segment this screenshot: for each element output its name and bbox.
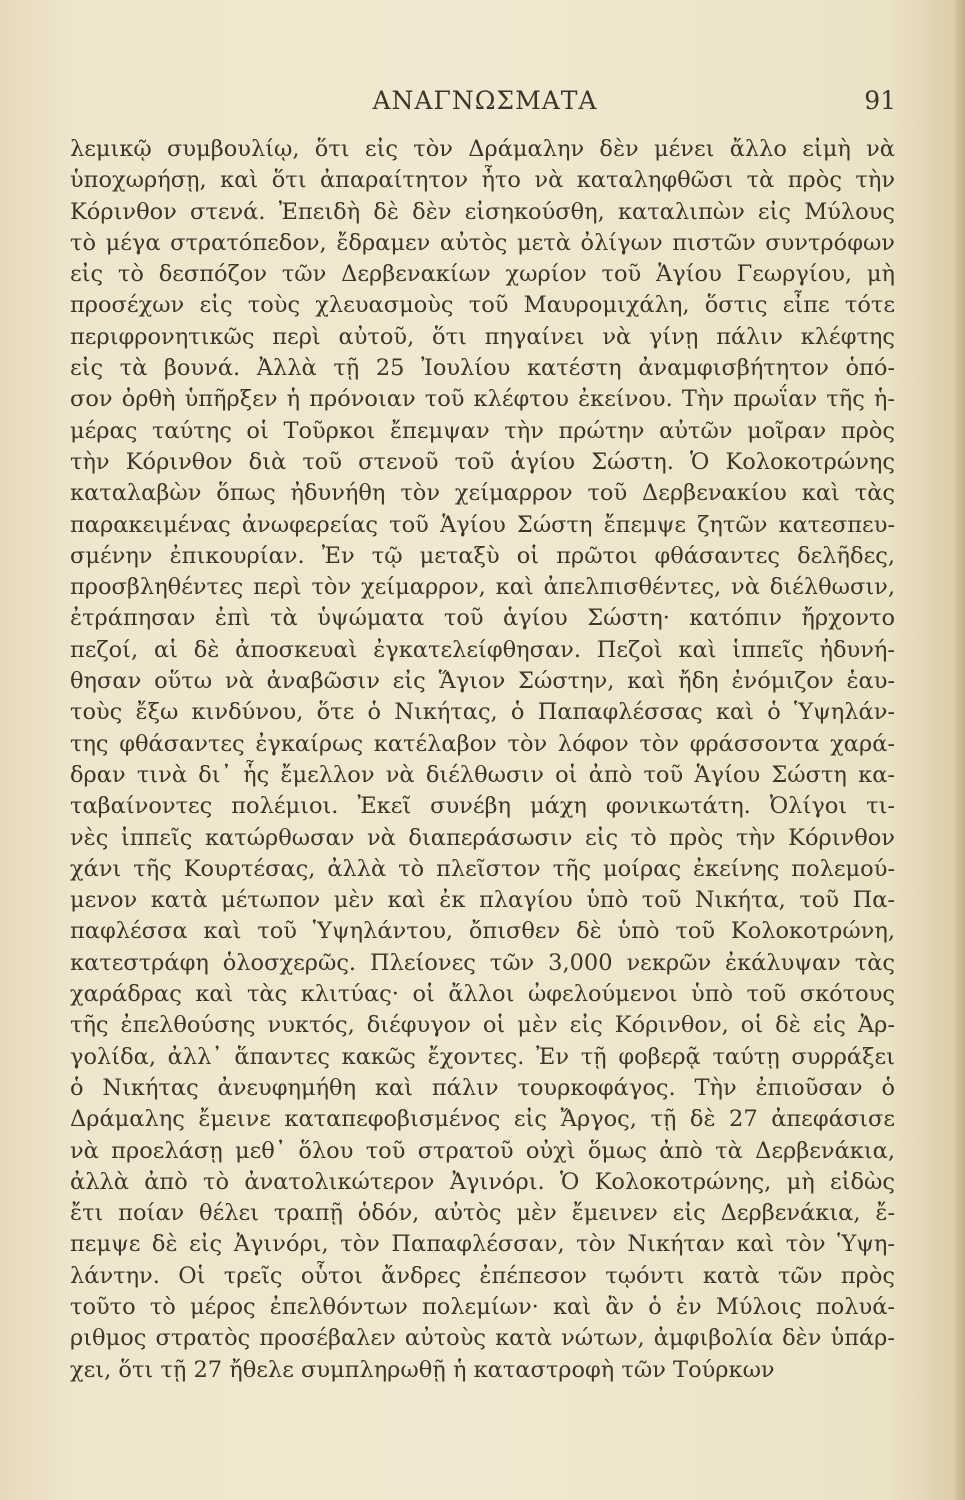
text-line: κατεστράφη ὁλοσχερῶς. Πλείονες τῶν 3,000 νεκρῶν ἐκάλυψαν τὰς	[70, 949, 895, 976]
text-line: ἔτι ποίαν θέλει τραπῇ ὁδόν, αὐτὸς μὲν ἔμεινεν εἰς Δερβενάκια, ἔ-	[70, 1200, 895, 1227]
body-text	[70, 134, 895, 1386]
page-header	[70, 86, 900, 122]
page-number: 91	[864, 86, 896, 115]
text-line: νὲς ἱππεῖς κατώρθωσαν νὰ διαπεράσωσιν εἰς τὸ πρὸς τὴν Κόρινθον	[70, 824, 895, 851]
text-line: πεζοί, αἱ δὲ ἀποσκευαὶ ἐγκατελείφθησαν. Πεζοὶ καὶ ἱππεῖς ἠδυνή-	[70, 636, 895, 663]
text-line: παφλέσσα καὶ τοῦ Ὑψηλάντου, ὄπισθεν δὲ ὑπὸ τοῦ Κολοκοτρώνη,	[70, 918, 895, 945]
text-line: τὸ μέγα στρατόπεδον, ἔδραμεν αὐτὸς μετὰ ὀλίγων πιστῶν συντρόφων	[70, 229, 895, 256]
text-line: καταλαβὼν ὅπως ἠδυνήθη τὸν χείμαρρον τοῦ Δερβενακίου καὶ τὰς	[70, 480, 895, 507]
text-line: χάνι τῆς Κουρτέσας, ἀλλὰ τὸ πλεῖστον τῆς μοίρας ἐκείνης πολεμού-	[70, 855, 895, 882]
running-title: ΑΝΑΓΝΩΣΜΑΤΑ	[372, 86, 598, 115]
text-line: περιφρονητικῶς περὶ αὐτοῦ, ὅτι πηγαίνει νὰ γίνῃ πάλιν κλέφτης	[70, 323, 895, 350]
text-line: ταβαίνοντες πολέμιοι. Ἐκεῖ συνέβη μάχη φονικωτάτη. Ὀλίγοι τι-	[70, 793, 895, 820]
text-line: τὴν Κόρινθον διὰ τοῦ στενοῦ τοῦ ἁγίου Σώστη. Ὁ Κολοκοτρώνης	[70, 448, 895, 475]
text-line: σον ὀρθὴ ὑπῆρξεν ἡ πρόνοιαν τοῦ κλέφτου ἐκείνου. Τὴν πρωΐαν τῆς ἡ-	[70, 386, 895, 413]
text-line: τοὺς ἔξω κινδύνου, ὅτε ὁ Νικήτας, ὁ Παπαφλέσσας καὶ ὁ Ὑψηλάν-	[70, 699, 895, 726]
text-line: νὰ προελάσῃ μεθ᾽ ὅλου τοῦ στρατοῦ οὐχὶ ὅμως ἀπὸ τὰ Δερβενάκια,	[70, 1137, 895, 1164]
text-line: μενον κατὰ μέτωπον μὲν καὶ ἐκ πλαγίου ὑπὸ τοῦ Νικήτα, τοῦ Πα-	[70, 887, 895, 914]
text-line: Κόρινθον στενά. Ἐπειδὴ δὲ δὲν εἰσηκούσθη, καταλιπὼν εἰς Μύλους	[70, 198, 895, 225]
text-line: πεμψε δὲ εἰς Ἀγινόρι, τὸν Παπαφλέσσαν, τὸν Νικήταν καὶ τὸν Ὑψη-	[70, 1231, 895, 1258]
text-line: ριθμος στρατὸς προσέβαλεν αὐτοὺς κατὰ νώτων, ἀμφιβολία δὲν ὑπάρ-	[70, 1325, 895, 1352]
text-line: παρακειμένας ἀνωφερείας τοῦ Ἁγίου Σώστη ἔπεμψε ζητῶν κατεσπευ-	[70, 511, 895, 538]
text-line: προσβληθέντες περὶ τὸν χείμαρρον, καὶ ἀπελπισθέντες, νὰ διέλθωσιν,	[70, 574, 895, 601]
text-line: μέρας ταύτης οἱ Τοῦρκοι ἔπεμψαν τὴν πρώτην αὐτῶν μοῖραν πρὸς	[70, 417, 895, 444]
text-line: ὑποχωρήσῃ, καὶ ὅτι ἀπαραίτητον ἦτο νὰ καταληφθῶσι τὰ πρὸς τὴν	[70, 167, 895, 194]
text-line: γολίδα, ἀλλ᾽ ἅπαντες κακῶς ἔχοντες. Ἐν τῇ φοβερᾷ ταύτῃ συρράξει	[70, 1043, 895, 1070]
text-line: ἐτράπησαν ἐπὶ τὰ ὑψώματα τοῦ ἁγίου Σώστη· κατόπιν ἤρχοντο	[70, 605, 895, 632]
text-line: χαράδρας καὶ τὰς κλιτύας· οἱ ἄλλοι ὠφελούμενοι ὑπὸ τοῦ σκότους	[70, 981, 895, 1008]
text-line: λεμικῷ συμβουλίῳ, ὅτι εἰς τὸν Δράμαλην δὲν μένει ἄλλο εἰμὴ νὰ	[70, 136, 895, 162]
page-edge	[955, 0, 965, 1500]
text-line: της φθάσαντες ἐγκαίρως κατέλαβον τὸν λόφον τὸν φράσσοντα χαρά-	[70, 730, 895, 757]
text-line: χει, ὅτι τῇ 27 ἤθελε συμπληρωθῇ ἡ καταστροφὴ τῶν Τούρκων	[70, 1356, 775, 1383]
text-line: Δράμαλης ἔμεινε καταπεφοβισμένος εἰς Ἄργος, τῇ δὲ 27 ἀπεφάσισε	[70, 1106, 895, 1133]
text-line: ἀλλὰ ἀπὸ τὸ ἀνατολικώτερον Ἀγινόρι. Ὁ Κολοκοτρώνης, μὴ εἰδὼς	[70, 1168, 895, 1195]
text-line: τῆς ἐπελθούσης νυκτός, διέφυγον οἱ μὲν εἰς Κόρινθον, οἱ δὲ εἰς Ἀρ-	[70, 1012, 895, 1039]
text-line: εἰς τὸ δεσπόζον τῶν Δερβενακίων χωρίον τοῦ Ἁγίου Γεωργίου, μὴ	[70, 261, 895, 288]
text-line: δραν τινὰ δι᾽ ἧς ἔμελλον νὰ διέλθωσιν οἱ ἀπὸ τοῦ Ἁγίου Σώστη κα-	[70, 761, 895, 788]
text-line: θησαν οὕτω νὰ ἀναβῶσιν εἰς Ἅγιον Σώστην, καὶ ἤδη ἐνόμιζον ἑαυ-	[70, 668, 895, 695]
text-line: σμένην ἐπικουρίαν. Ἐν τῷ μεταξὺ οἱ πρῶτοι φθάσαντες δελῆδες,	[70, 542, 895, 569]
text-line: λάντην. Οἱ τρεῖς οὗτοι ἄνδρες ἐπέπεσον τῳόντι κατὰ τῶν πρὸς	[70, 1262, 895, 1289]
text-line: εἰς τὰ βουνά. Ἀλλὰ τῇ 25 Ἰουλίου κατέστη ἀναμφισβήτητον ὁπό-	[70, 355, 895, 382]
text-line: προσέχων εἰς τοὺς χλευασμοὺς τοῦ Μαυρομιχάλη, ὅστις εἶπε τότε	[70, 292, 895, 319]
text-line: τοῦτο τὸ μέρος ἐπελθόντων πολεμίων· καὶ ἂν ὁ ἐν Μύλοις πολυά-	[70, 1293, 895, 1320]
text-line: ὁ Νικήτας ἀνευφημήθη καὶ πάλιν τουρκοφάγος. Τὴν ἐπιοῦσαν ὁ	[70, 1074, 895, 1101]
